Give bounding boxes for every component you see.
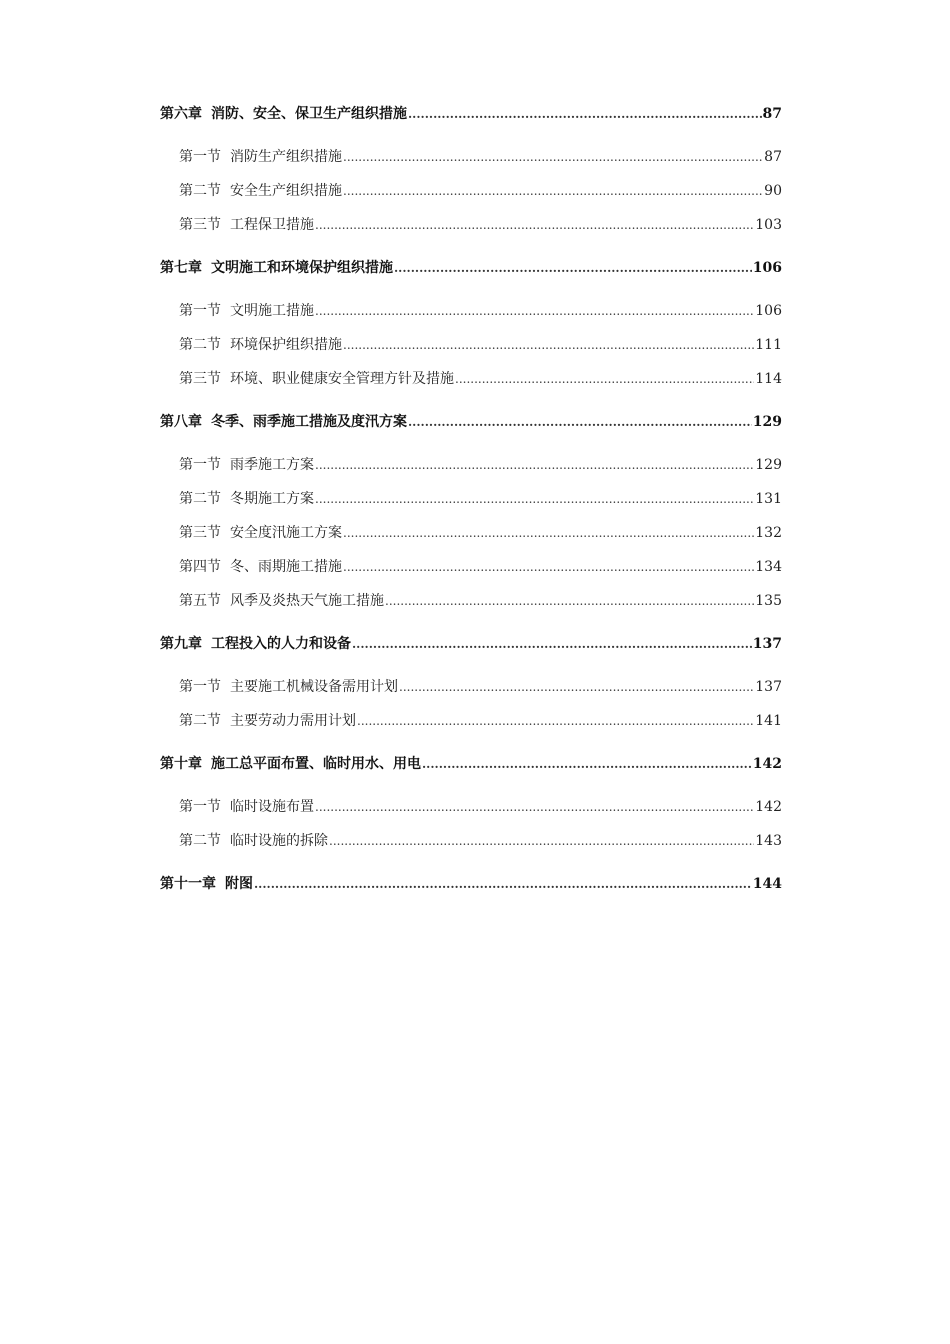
chapter-number: 第十章 — [160, 756, 202, 772]
section-number: 第三节 — [179, 371, 221, 387]
section-title: 临时设施布置 — [230, 799, 314, 815]
toc-section[interactable] — [160, 147, 782, 167]
section-title: 主要施工机械设备需用计划 — [230, 679, 398, 695]
leader-dots — [422, 754, 752, 774]
leader-dots — [357, 711, 754, 731]
leader-dots — [254, 874, 752, 894]
leader-dots — [315, 489, 754, 509]
chapter-number: 第八章 — [160, 414, 202, 430]
section-page-number: 129 — [755, 457, 782, 473]
toc-section[interactable] — [160, 301, 782, 321]
chapter-number: 第七章 — [160, 260, 202, 276]
chapter-page-number: 129 — [752, 414, 782, 430]
section-title: 文明施工措施 — [230, 303, 314, 319]
section-number: 第一节 — [179, 303, 221, 319]
section-page-number: 111 — [755, 337, 782, 353]
chapter-page-number: 137 — [752, 636, 782, 652]
chapter-title: 工程投入的人力和设备 — [211, 636, 351, 652]
chapter-title: 施工总平面布置、临时用水、用电 — [211, 756, 421, 772]
leader-dots — [315, 455, 754, 475]
leader-dots — [408, 104, 762, 124]
toc-section[interactable] — [160, 557, 782, 577]
toc-section[interactable] — [160, 677, 782, 697]
section-title: 环境、职业健康安全管理方针及措施 — [230, 371, 454, 387]
section-page-number: 90 — [764, 183, 782, 199]
section-page-number: 137 — [755, 679, 782, 695]
toc-chapter-10[interactable] — [160, 754, 782, 774]
leader-dots — [408, 412, 752, 432]
leader-dots — [343, 181, 763, 201]
section-number: 第三节 — [179, 525, 221, 541]
leader-dots — [399, 677, 754, 697]
section-page-number: 135 — [755, 593, 782, 609]
leader-dots — [385, 591, 754, 611]
section-number: 第一节 — [179, 679, 221, 695]
chapter-title: 冬季、雨季施工措施及度汛方案 — [211, 414, 407, 430]
toc-section[interactable] — [160, 797, 782, 817]
toc-section[interactable] — [160, 369, 782, 389]
leader-dots — [315, 215, 754, 235]
chapter-title: 附图 — [225, 876, 253, 892]
section-page-number: 87 — [764, 149, 782, 165]
leader-dots — [315, 301, 754, 321]
toc-chapter-6[interactable] — [160, 104, 782, 124]
toc-section[interactable] — [160, 523, 782, 543]
section-number: 第五节 — [179, 593, 221, 609]
section-page-number: 141 — [755, 713, 782, 729]
leader-dots — [343, 557, 754, 577]
leader-dots — [343, 523, 754, 543]
toc-section[interactable] — [160, 181, 782, 201]
chapter-number: 第十一章 — [160, 876, 216, 892]
leader-dots — [329, 831, 754, 851]
toc-section[interactable] — [160, 489, 782, 509]
section-title: 工程保卫措施 — [230, 217, 314, 233]
toc-section[interactable] — [160, 591, 782, 611]
toc-section[interactable] — [160, 215, 782, 235]
chapter-number: 第九章 — [160, 636, 202, 652]
section-title: 主要劳动力需用计划 — [230, 713, 356, 729]
section-number: 第一节 — [179, 457, 221, 473]
section-page-number: 106 — [755, 303, 782, 319]
leader-dots — [343, 147, 763, 167]
section-title: 安全生产组织措施 — [230, 183, 342, 199]
section-title: 临时设施的拆除 — [230, 833, 328, 849]
section-number: 第二节 — [179, 833, 221, 849]
chapter-title: 文明施工和环境保护组织措施 — [211, 260, 393, 276]
section-number: 第二节 — [179, 337, 221, 353]
section-title: 安全度汛施工方案 — [230, 525, 342, 541]
section-page-number: 142 — [755, 799, 782, 815]
section-title: 冬期施工方案 — [230, 491, 314, 507]
section-number: 第二节 — [179, 713, 221, 729]
section-number: 第二节 — [179, 183, 221, 199]
section-page-number: 131 — [755, 491, 782, 507]
leader-dots — [352, 634, 752, 654]
toc-chapter-9[interactable] — [160, 634, 782, 654]
section-title: 冬、雨期施工措施 — [230, 559, 342, 575]
leader-dots — [315, 797, 754, 817]
table-of-contents — [160, 104, 782, 894]
section-number: 第四节 — [179, 559, 221, 575]
section-page-number: 143 — [755, 833, 782, 849]
section-title: 风季及炎热天气施工措施 — [230, 593, 384, 609]
chapter-page-number: 87 — [762, 106, 782, 122]
chapter-title: 消防、安全、保卫生产组织措施 — [211, 106, 407, 122]
leader-dots — [394, 258, 752, 278]
section-page-number: 114 — [755, 371, 782, 387]
section-title: 雨季施工方案 — [230, 457, 314, 473]
section-number: 第一节 — [179, 799, 221, 815]
section-title: 消防生产组织措施 — [230, 149, 342, 165]
toc-section[interactable] — [160, 831, 782, 851]
section-number: 第一节 — [179, 149, 221, 165]
toc-section[interactable] — [160, 335, 782, 355]
section-page-number: 134 — [755, 559, 782, 575]
chapter-page-number: 106 — [752, 260, 782, 276]
chapter-page-number: 144 — [752, 876, 782, 892]
section-title: 环境保护组织措施 — [230, 337, 342, 353]
section-page-number: 132 — [755, 525, 782, 541]
leader-dots — [455, 369, 754, 389]
toc-chapter-11[interactable] — [160, 874, 782, 894]
section-page-number: 103 — [755, 217, 782, 233]
section-number: 第三节 — [179, 217, 221, 233]
toc-section[interactable] — [160, 455, 782, 475]
chapter-number: 第六章 — [160, 106, 202, 122]
chapter-page-number: 142 — [752, 756, 782, 772]
leader-dots — [343, 335, 754, 355]
toc-chapter-7[interactable] — [160, 258, 782, 278]
toc-chapter-8[interactable] — [160, 412, 782, 432]
section-number: 第二节 — [179, 491, 221, 507]
toc-section[interactable] — [160, 711, 782, 731]
